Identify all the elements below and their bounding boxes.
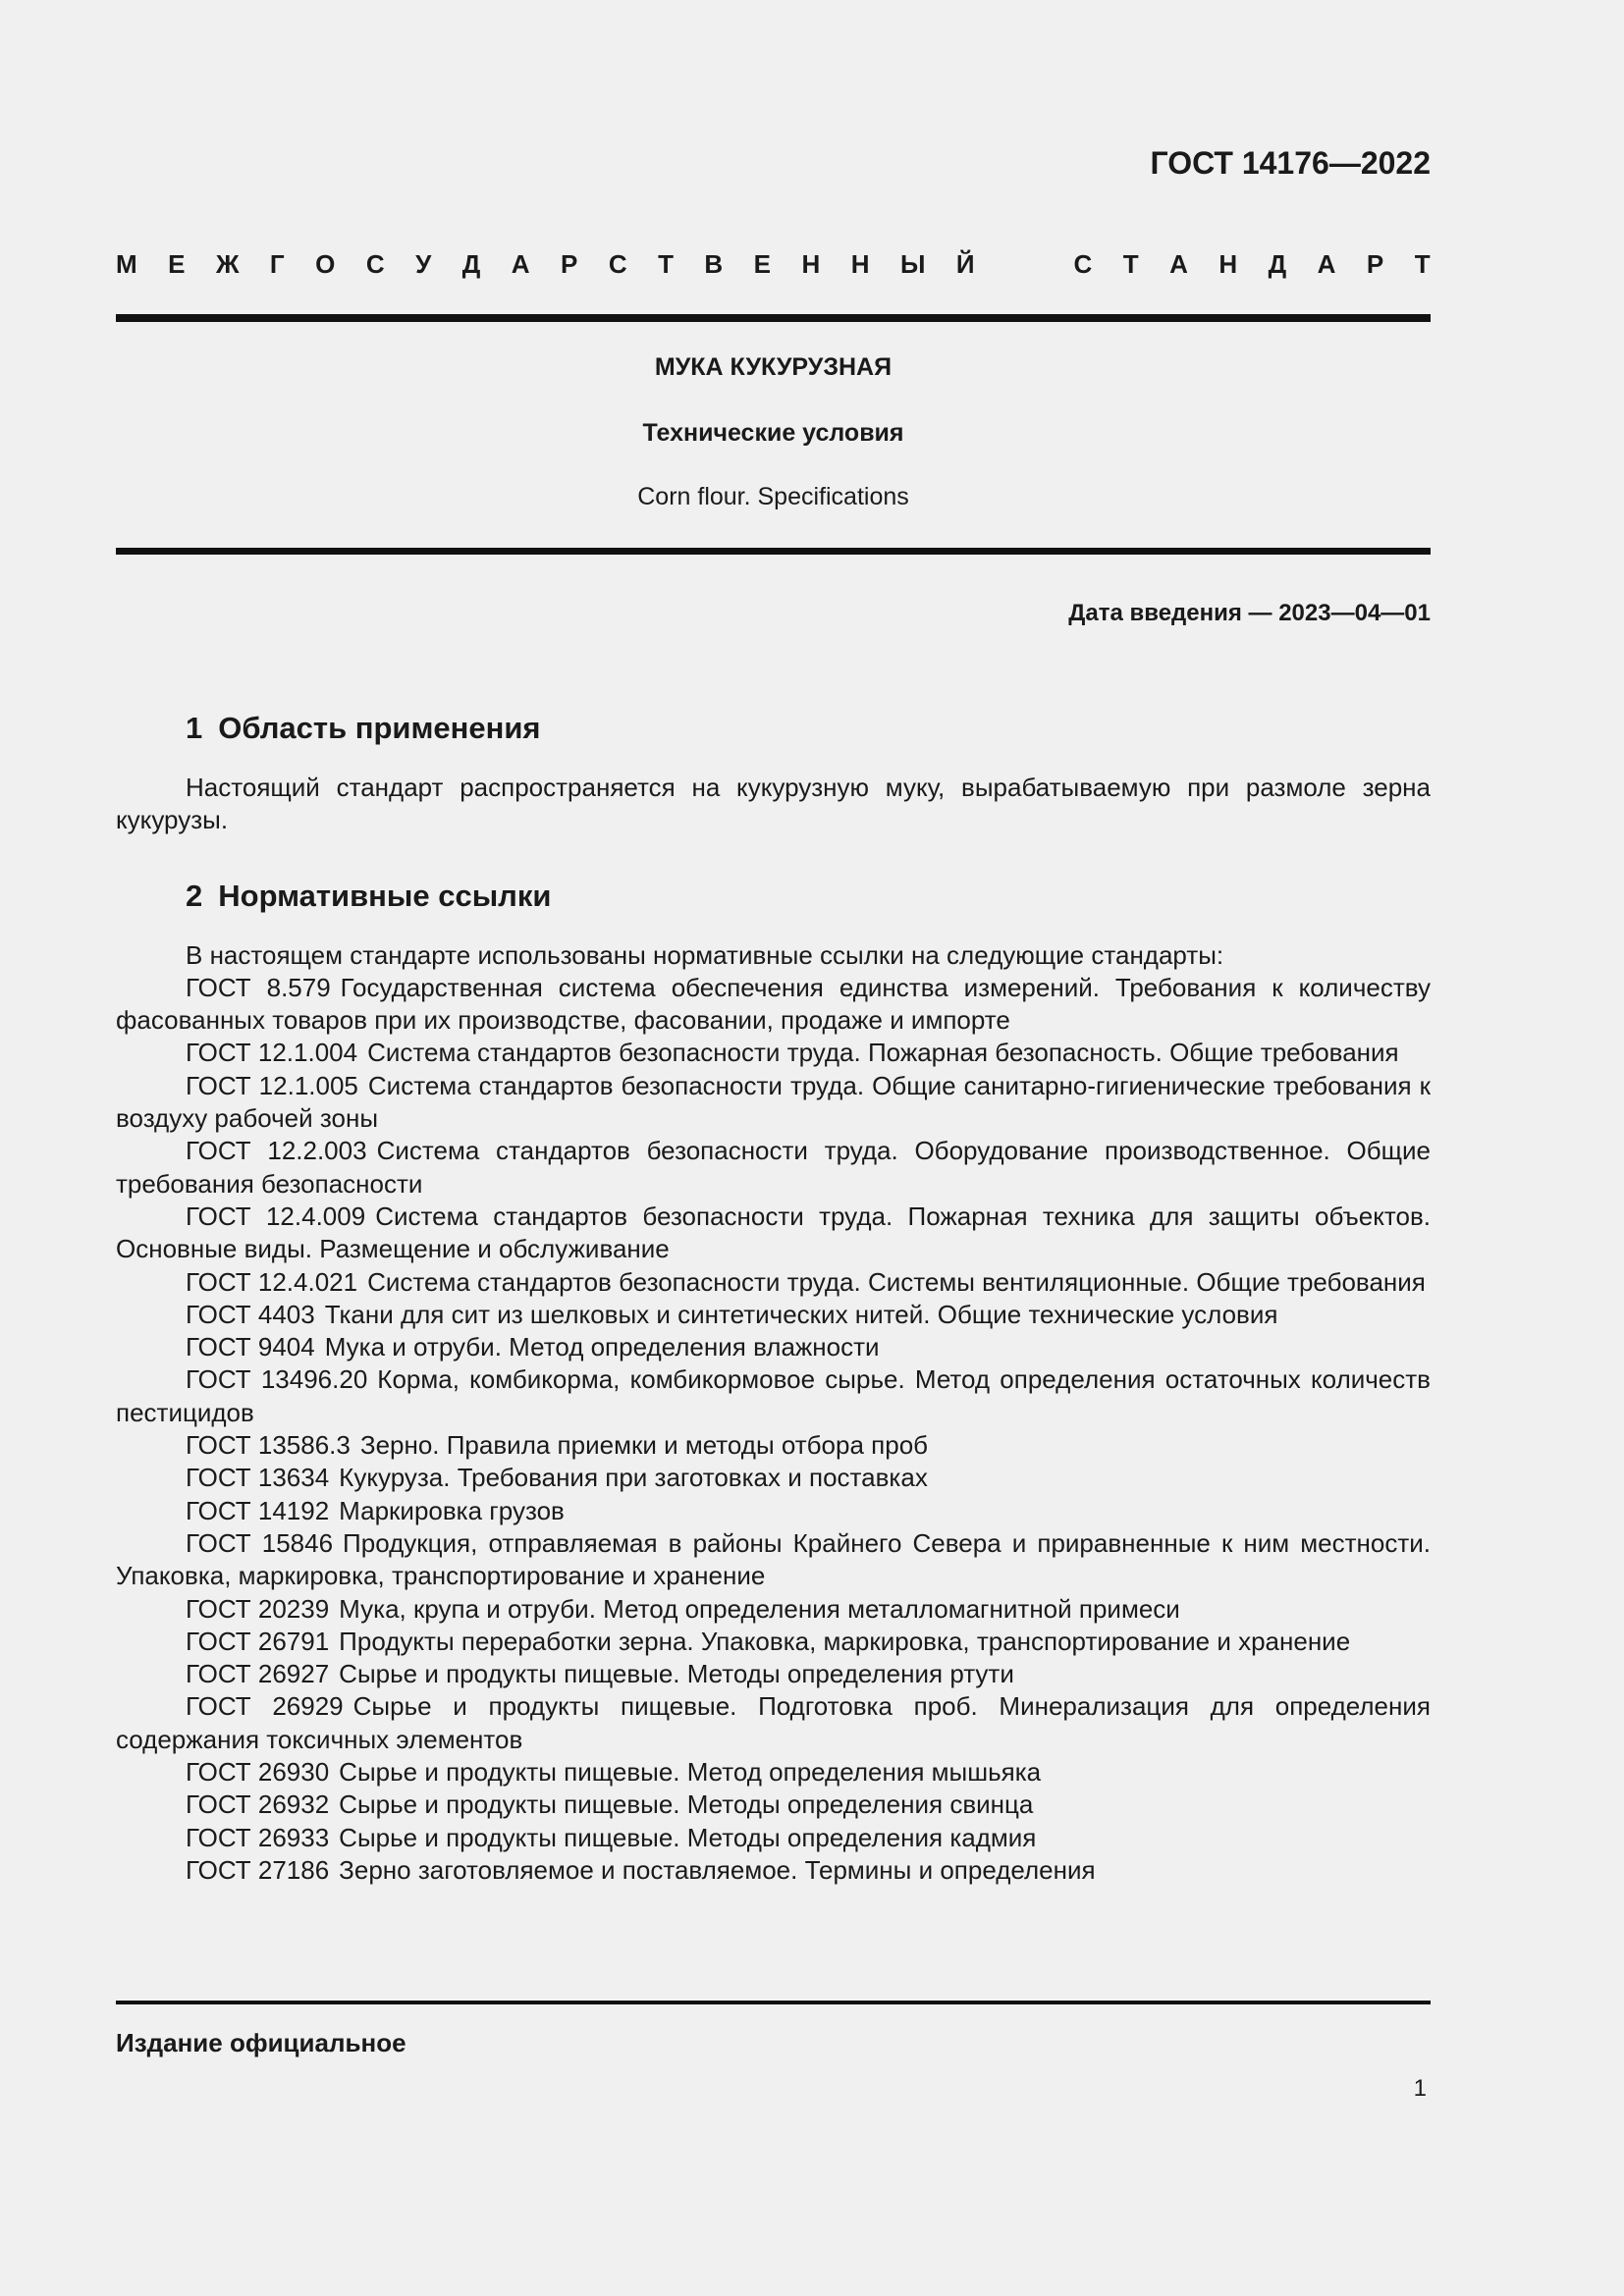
- section-title: Нормативные ссылки: [218, 878, 552, 913]
- reference-item: [116, 1495, 1431, 1527]
- reference-code: ГОСТ 26932: [186, 1789, 330, 1820]
- reference-title: Мука, крупа и отруби. Метод определения металломагнитной примеси: [339, 1593, 1180, 1624]
- normative-references-list: [116, 972, 1431, 1887]
- reference-item: [116, 972, 1431, 1038]
- banner-letter: С: [365, 249, 385, 279]
- banner-letter: Ы: [899, 249, 926, 279]
- reference-code: ГОСТ 14192: [186, 1495, 330, 1525]
- reference-code: ГОСТ 12.1.004: [186, 1038, 358, 1068]
- banner-letter: Н: [850, 249, 870, 279]
- reference-code: ГОСТ 9404: [186, 1332, 315, 1362]
- reference-item: [116, 1626, 1431, 1658]
- banner-letter: Е: [168, 249, 186, 279]
- top-rule: [116, 314, 1431, 322]
- interstate-standard-banner: [116, 249, 1431, 280]
- banner-letter: С: [1073, 249, 1093, 279]
- reference-item: [116, 1201, 1431, 1266]
- page-number: 1: [1413, 2075, 1427, 2102]
- banner-letter: Р: [1366, 249, 1384, 279]
- reference-title: Мука и отруби. Метод определения влажности: [324, 1332, 880, 1362]
- reference-item: [116, 1822, 1431, 1854]
- reference-title: Продукты переработки зерна. Упаковка, маркировка, транспортирование и хранение: [339, 1626, 1351, 1656]
- banner-letter: Н: [801, 249, 821, 279]
- reference-code: ГОСТ 12.4.009: [186, 1201, 366, 1231]
- banner-letter: А: [1169, 249, 1188, 279]
- reference-item: [116, 1462, 1431, 1494]
- banner-letter: Е: [753, 249, 772, 279]
- reference-title: Сырье и продукты пищевые. Методы определения кадмия: [339, 1822, 1037, 1852]
- reference-title: Сырье и продукты пищевые. Методы определения ртути: [339, 1659, 1014, 1689]
- banner-letter: Т: [1122, 249, 1139, 279]
- reference-item: [116, 1331, 1431, 1363]
- banner-letter: В: [704, 249, 724, 279]
- reference-title: Кукуруза. Требования при заготовках и поставках: [339, 1463, 928, 1493]
- reference-code: ГОСТ 12.1.005: [186, 1070, 358, 1100]
- reference-item: [116, 1429, 1431, 1462]
- section-1-text: Настоящий стандарт распространяется на кукурузную муку, вырабатываемую при размоле зерна кукурузы.: [116, 773, 1431, 835]
- reference-code: ГОСТ 12.4.021: [186, 1266, 358, 1297]
- document-subtitle: Технические условия: [642, 419, 904, 447]
- official-edition-label: Издание официальное: [116, 2028, 406, 2057]
- title-block: [116, 353, 1431, 511]
- document-title-english: Corn flour. Specifications: [637, 483, 909, 510]
- document-title: МУКА КУКУРУЗНАЯ: [654, 353, 893, 381]
- reference-code: ГОСТ 26929: [186, 1691, 344, 1722]
- reference-code: ГОСТ 26930: [186, 1757, 330, 1788]
- reference-code: ГОСТ 13586.3: [186, 1430, 351, 1461]
- reference-title: Маркировка грузов: [339, 1495, 565, 1525]
- reference-code: ГОСТ 27186: [186, 1854, 330, 1885]
- reference-title: Продукция, отправляемая в районы Крайнего Севера и приравненные к ним местности. Упаковка, маркировка, транспортирование и хранение: [116, 1527, 1431, 1591]
- banner-letter: Р: [561, 249, 578, 279]
- reference-code: ГОСТ 13634: [186, 1463, 330, 1493]
- reference-title: Система стандартов безопасности труда. Пожарная безопасность. Общие требования: [367, 1038, 1399, 1068]
- reference-code: ГОСТ 26927: [186, 1659, 330, 1689]
- reference-title: Система стандартов безопасности труда. Пожарная техника для защиты объектов. Основные виды. Размещение и обслуживание: [116, 1201, 1431, 1264]
- reference-item: [116, 1658, 1431, 1690]
- banner-letter: М: [116, 249, 137, 279]
- reference-title: Система стандартов безопасности труда. Системы вентиляционные. Общие требования: [367, 1266, 1426, 1297]
- banner-letter: С: [608, 249, 627, 279]
- reference-title: Сырье и продукты пищевые. Метод определения мышьяка: [339, 1757, 1042, 1788]
- reference-code: ГОСТ 13496.20: [186, 1364, 368, 1395]
- reference-title: Сырье и продукты пищевые. Подготовка проб. Минерализация для определения содержания токсичных элементов: [116, 1691, 1431, 1754]
- section-1-heading: [116, 709, 1431, 748]
- banner-letter: Г: [269, 249, 285, 279]
- reference-item: [116, 1070, 1431, 1136]
- section-title: Область применения: [218, 711, 541, 745]
- reference-item: [116, 1756, 1431, 1789]
- banner-letter: О: [315, 249, 336, 279]
- bottom-rule: [116, 2001, 1431, 2004]
- reference-item: [116, 1135, 1431, 1201]
- banner-letter: Ж: [215, 249, 240, 279]
- reference-code: ГОСТ 15846: [186, 1527, 334, 1558]
- document-number: ГОСТ 14176—2022: [1150, 145, 1431, 181]
- reference-title: Сырье и продукты пищевые. Методы определения свинца: [339, 1789, 1034, 1820]
- banner-letter: Т: [658, 249, 674, 279]
- banner-letter: Д: [461, 249, 481, 279]
- banner-letter: Й: [955, 249, 975, 279]
- banner-letter: У: [415, 249, 432, 279]
- banner-letter: Н: [1218, 249, 1238, 279]
- banner-letter: Д: [1268, 249, 1287, 279]
- reference-title: Система стандартов безопасности труда. Общие санитарно-гигиенические требования к воздуху рабочей зоны: [116, 1070, 1431, 1134]
- reference-code: ГОСТ 12.2.003: [186, 1136, 367, 1166]
- middle-rule: [116, 548, 1431, 555]
- reference-item: [116, 1266, 1431, 1299]
- reference-title: Зерно. Правила приемки и методы отбора проб: [359, 1430, 929, 1461]
- reference-item: [116, 1789, 1431, 1821]
- section-2-intro: В настоящем стандарте использованы нормативные ссылки на следующие стандарты:: [186, 939, 1224, 970]
- banner-word-gap: [1005, 249, 1043, 280]
- reference-item: [116, 1299, 1431, 1331]
- banner-letter: Т: [1414, 249, 1431, 279]
- reference-code: ГОСТ 26791: [186, 1626, 330, 1656]
- reference-code: ГОСТ 8.579: [186, 972, 331, 1002]
- reference-title: Зерно заготовляемое и поставляемое. Термины и определения: [339, 1854, 1096, 1885]
- introduction-date: Дата введения — 2023—04—01: [1068, 600, 1431, 626]
- reference-item: [116, 1037, 1431, 1069]
- banner-letter: А: [1317, 249, 1336, 279]
- section-2-heading: [116, 877, 1431, 916]
- reference-item: [116, 1363, 1431, 1429]
- reference-code: ГОСТ 20239: [186, 1593, 330, 1624]
- banner-letter: А: [511, 249, 530, 279]
- reference-item: [116, 1593, 1431, 1626]
- reference-item: [116, 1854, 1431, 1887]
- reference-code: ГОСТ 26933: [186, 1822, 330, 1852]
- section-number: 2: [186, 878, 203, 913]
- reference-item: [116, 1527, 1431, 1593]
- reference-title: Система стандартов безопасности труда. Оборудование производственное. Общие требования безопасности: [116, 1136, 1431, 1199]
- reference-title: Корма, комбикорма, комбикормовое сырье. Метод определения остаточных количеств пестицидов: [116, 1364, 1431, 1427]
- reference-title: Государственная система обеспечения единства измерений. Требования к количеству фасованных товаров при их производстве, фасовании, продаже и импорте: [116, 972, 1431, 1036]
- reference-title: Ткани для сит из шелковых и синтетических нитей. Общие технические условия: [324, 1299, 1278, 1329]
- reference-item: [116, 1690, 1431, 1756]
- document-body: [116, 709, 1431, 1887]
- section-number: 1: [186, 711, 203, 745]
- reference-code: ГОСТ 4403: [186, 1299, 315, 1329]
